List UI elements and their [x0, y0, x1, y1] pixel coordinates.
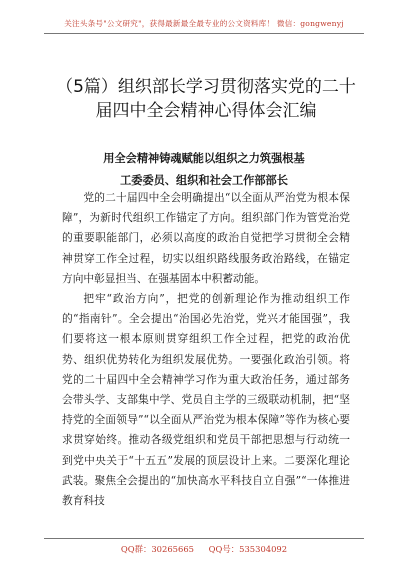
document-body — [62, 188, 350, 511]
footer-divider — [44, 538, 364, 539]
footer — [0, 543, 408, 555]
article-title: 用全会精神铸魂赋能以组织之力筑强根基 — [103, 151, 305, 165]
document-title: （5篇）组织部长学习贯彻落实党的二十届四中全会精神心得体会汇编 — [56, 77, 356, 121]
footer-qq-group: QQ群：30265665 — [120, 544, 194, 554]
header-divider — [44, 33, 364, 34]
footer-qq-number: QQ号：535304092 — [208, 544, 288, 554]
body-paragraph: 把牢“政治方向”，把党的创新理论作为推动组织工作的“指南针”。全会提出“治国必先治党，党兴才能国强”，我们要将这一根本原则贯穿组织工作全过程，把党的政治优势、组织优势转化为组织发展优势。一要强化政治引领。将党的二十届四中全会精神学习作为重大政治任务，通过部务会带头学、支部集中学、党员自主学的三级联动机制，把“坚持党的全面领导”“以全面从严治党为根本保障”等作为核心要求贯穿始终。推动各级党组织和党员干部把思想与行动统一到党中央关于“十五五”发展的顶层设计上来。二要深化理论武装。聚焦全会提出的“加快高水平科技自立自强”“一体推进教育科技 — [62, 292, 350, 508]
body-paragraph: 党的二十届四中全会明确提出“以全面从严治党为根本保障”，为新时代组织工作锚定了方向。组织部门作为管党治党的重要职能部门，必须以高度的政治自觉把学习贯彻全会精神贯穿工作全过程，切实以组织路线服务政治路线，在锚定方向中彰显担当、在强基固本中积蓄动能。 — [62, 191, 350, 285]
author-line: 工委委员、组织和社会工作部部长 — [120, 173, 288, 187]
header-banner: 关注头条号"公文研究"，获得最新最全最专业的公文资料库！ 微信：gongwenyj — [64, 19, 344, 28]
